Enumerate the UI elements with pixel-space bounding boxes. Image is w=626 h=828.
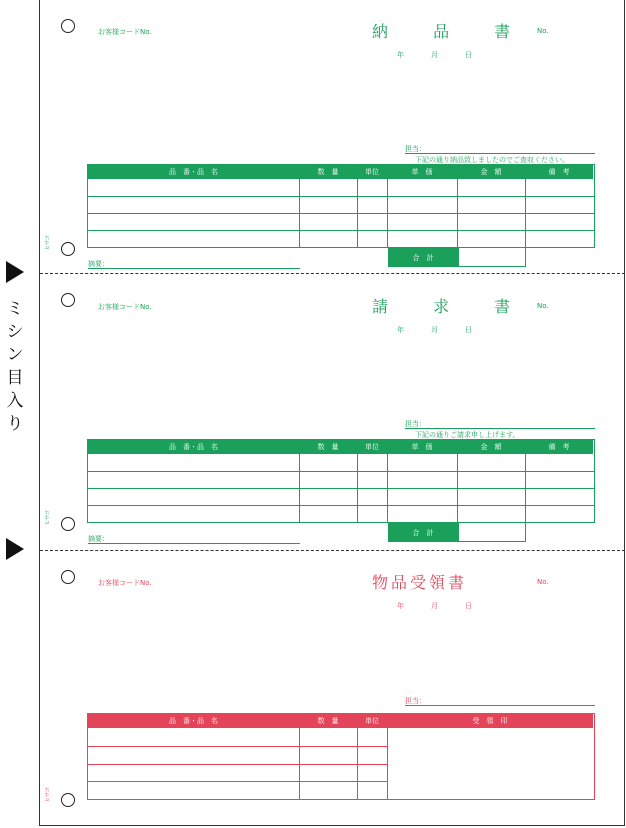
col-header-unit: 単位 bbox=[365, 443, 379, 451]
perforation-line-1 bbox=[40, 273, 625, 274]
customer-code-label: お客様コードNo. bbox=[98, 303, 152, 311]
document-title: 物品受領書 bbox=[372, 573, 468, 592]
notice-text: 下記の通り納品致しましたのでご査収ください。 bbox=[415, 156, 569, 164]
col-header-amount: 金 額 bbox=[480, 168, 502, 176]
person-in-charge-label: 担当： bbox=[405, 697, 426, 705]
person-in-charge-label: 担当： bbox=[405, 420, 426, 428]
col-header-qty: 数 量 bbox=[317, 168, 339, 176]
perforation-marker-top bbox=[6, 261, 24, 283]
binding-hole bbox=[61, 293, 75, 307]
date-field: 年 月 日 bbox=[397, 602, 472, 610]
col-header-remarks: 備 考 bbox=[548, 168, 570, 176]
items-table bbox=[87, 164, 595, 248]
number-label: No. bbox=[537, 302, 549, 310]
binding-hole bbox=[61, 570, 75, 584]
date-field: 年 月 日 bbox=[397, 51, 472, 59]
publisher-logo: ヒサゴ bbox=[45, 235, 51, 250]
col-header-unit: 単位 bbox=[365, 168, 379, 176]
customer-code-label: お客様コードNo. bbox=[98, 28, 152, 36]
publisher-logo: ヒサゴ bbox=[45, 787, 51, 802]
customer-code-label: お客様コードNo. bbox=[98, 579, 152, 587]
binding-hole bbox=[61, 242, 75, 256]
binding-hole bbox=[61, 517, 75, 531]
items-table bbox=[87, 713, 595, 800]
col-header-remarks: 備 考 bbox=[548, 443, 570, 451]
col-header-item: 品 番・品 名 bbox=[169, 168, 218, 176]
form-sheet bbox=[39, 0, 625, 826]
date-field: 年 月 日 bbox=[397, 326, 472, 334]
total-amount-cell[interactable] bbox=[458, 522, 526, 542]
perforation-marker-bottom bbox=[6, 538, 24, 560]
number-label: No. bbox=[537, 27, 549, 35]
total-amount-cell[interactable] bbox=[458, 247, 526, 267]
col-header-qty: 数 量 bbox=[317, 443, 339, 451]
publisher-logo: ヒサゴ bbox=[45, 510, 51, 525]
perforation-line-2 bbox=[40, 550, 625, 551]
col-header-qty: 数 量 bbox=[317, 717, 339, 725]
number-label: No. bbox=[537, 578, 549, 586]
col-header-price: 単 価 bbox=[411, 168, 433, 176]
col-header-unit: 単位 bbox=[365, 717, 379, 725]
memo-label: 摘要： bbox=[88, 260, 109, 268]
col-header-item: 品 番・品 名 bbox=[169, 443, 218, 451]
col-header-receipt-stamp: 受 領 印 bbox=[472, 717, 508, 725]
binding-hole bbox=[61, 793, 75, 807]
document-title: 納 品 書 bbox=[372, 22, 531, 41]
document-title: 請 求 書 bbox=[372, 297, 531, 316]
notice-text: 下記の通りご請求申し上げます。 bbox=[415, 431, 520, 439]
memo-label: 摘要： bbox=[88, 535, 109, 543]
col-header-price: 単 価 bbox=[411, 443, 433, 451]
person-in-charge-label: 担当： bbox=[405, 145, 426, 153]
binding-hole bbox=[61, 19, 75, 33]
items-table bbox=[87, 439, 595, 523]
perforation-label: ミ シ ン 目 入 り bbox=[6, 299, 24, 434]
col-header-item: 品 番・品 名 bbox=[169, 717, 218, 725]
total-label: 合 計 bbox=[412, 254, 434, 262]
col-header-amount: 金 額 bbox=[480, 443, 502, 451]
total-label: 合 計 bbox=[412, 529, 434, 537]
